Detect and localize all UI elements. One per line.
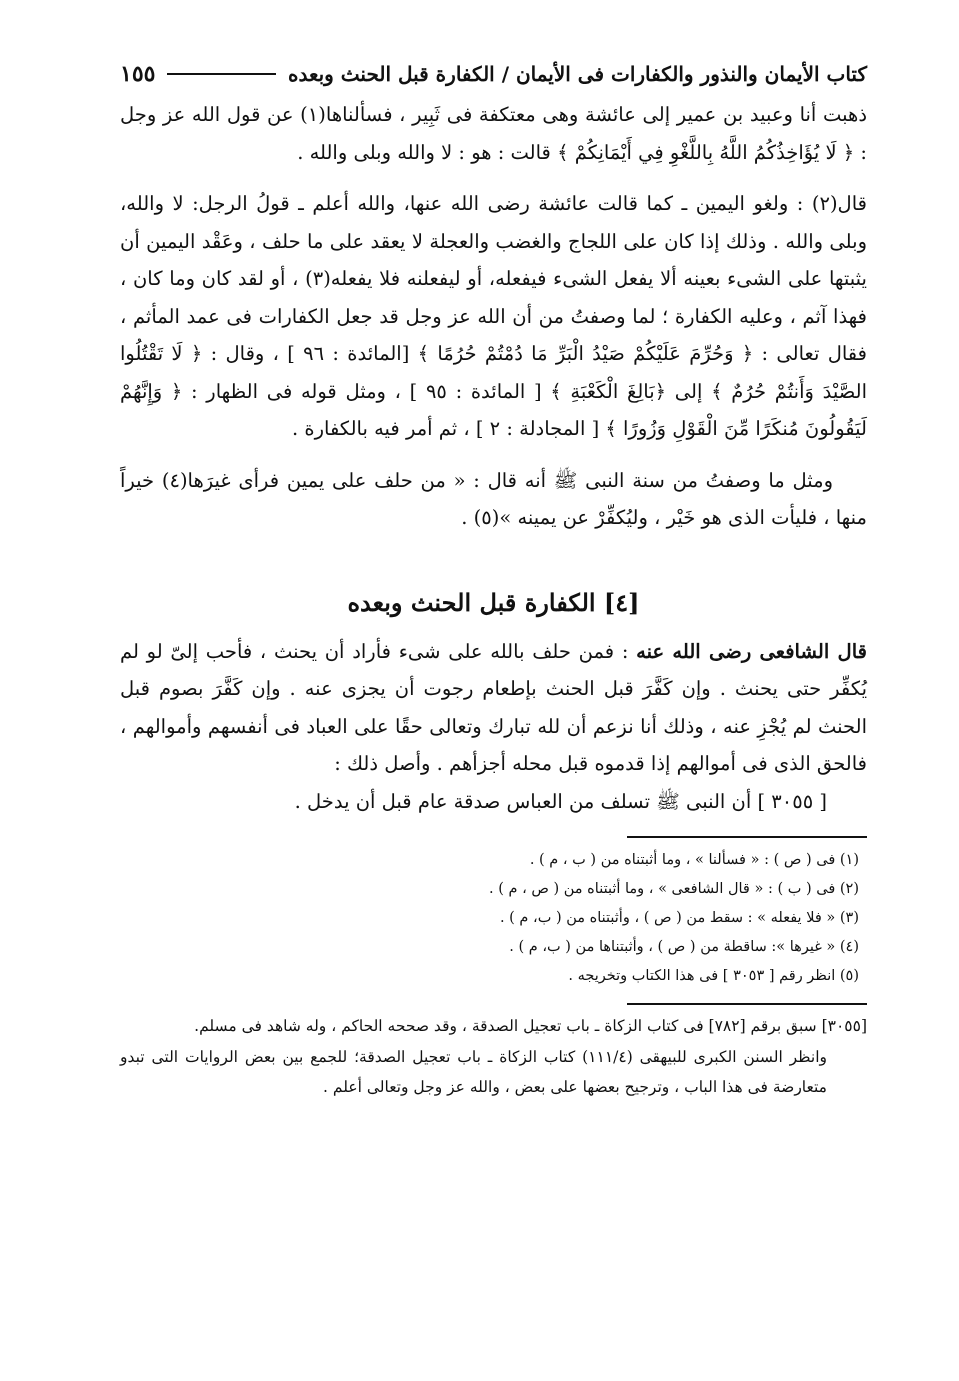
paragraph-1: ذهبت أنا وعبيد بن عمير إلى عائشة وهى معتكفة فى ثَبِير ، فسألناها(١) عن قول الله عز وجل : ﴿ لَا يُؤَاخِذُكُمُ اللَّهُ بِاللَّغْوِ فِي أَيْمَانِكُمْ ﴾ قالت : هو : لا والله وبلى والله .: [120, 103, 867, 164]
section-paragraph: [120, 633, 867, 783]
footnote-item: (١) فى ( ص ) : « فسألنا » ، وما أثبتناه من ( ب ، م ) .: [529, 852, 859, 868]
hadith-3055: [ ٣٠٥٥ ] أن النبى ﷺ تسلف من العباس صدقة عام قبل أن يدخل .: [294, 789, 827, 813]
footnote-item: (٥) انظر رقم [ ٣٠٥٣ ] فى هذا الكتاب وتخريجه .: [568, 968, 859, 984]
footnote-item: (٢) فى ( ب ) : « قال الشافعى » ، وما أثبتناه من ( ص ، م ) .: [489, 881, 859, 897]
running-header-title: كتاب الأيمان والنذور والكفارات فى الأيمان / الكفارة قبل الحنث وبعده: [287, 62, 867, 86]
section-heading: [٤] الكفارة قبل الحنث وبعده: [347, 587, 640, 617]
paragraph-2: قال(٢) : ولغو اليمين ـ كما قالت عائشة رضى الله عنها، والله أعلم ـ قولُ الرجل: لا والله، وبلى والله . وذلك إذا كان على اللجاج والغضب والعجلة لا يعقد على ما حلف ، وعَقْد اليمين أن يثبتها على الشىء بعينه ألا يفعل الشىء فيفعله، أو ليفعلنه فلا يفعله(٣) ، أو لقد كان وما كان ، فهذا آثم ، وعليه الكفارة ؛ لما وصفتُ من أن الله عز وجل قد جعل الكفارات فى عمد المأثم ، فقال تعالى : ﴿ وَحُرِّمَ عَلَيْكُمْ صَيْدُ الْبَرِّ مَا دُمْتُمْ حُرُمًا ﴾ [المائدة : ٩٦ ] ، وقال : ﴿ لَا تَقْتُلُوا الصَّيْدَ وَأَنتُمْ حُرُمٌ ﴾ إلى ﴿بَالِغَ الْكَعْبَةِ ﴾ [ المائدة : ٩٥ ] ، ومثل قوله فى الظهار : ﴿ وَإِنَّهُمْ لَيَقُولُونَ مُنكَرًا مِّنَ الْقَوْلِ وَزُورًا ﴾ [ المجادلة : ٢ ] ، ثم أمر فيه بالكفارة .: [120, 192, 867, 440]
footnotes: [120, 846, 867, 991]
section-paragraph-lead: قال الشافعى رضى الله عنه: [636, 639, 867, 663]
main-text: [120, 96, 867, 820]
footnote-item: (٤) « غيرها »: ساقطة من ( ص ) ، وأثبتناها من ( ب، م ) .: [509, 939, 859, 955]
footnote-rule: [627, 836, 867, 838]
takhrij-first-line: [٣٠٥٥] سبق برقم [٧٨٢] فى كتاب الزكاة ـ باب تعجيل الصدقة ، وقد صححه الحاكم ، وله شاهد فى مسلم.: [194, 1017, 867, 1035]
running-header: [120, 52, 867, 96]
footnote-item: (٣) « فلا يفعله » : سقط من ( ص ) ، وأثبتناه من ( ب، م ) .: [499, 910, 859, 926]
running-header-rule: [167, 73, 276, 75]
page-number: ١٥٥: [120, 61, 156, 87]
section-paragraph-text: : فمن حلف بالله على شىء فأراد أن يحنث ، فأحب إلىّ لو لم يُكفِّر حتى يحنث . وإن كَفَّرَ قبل الحنث بإطعام رجوت أن يجزى عنه . وإن كَفَّرَ بصوم قبل الحنث لم يُجْزِ عنه ، وذلك أنا نزعم أن لله تبارك وتعالى حقًا على العباد فى أنفسهم وأموالهم ، فالحق الذى فى أموالهم إذا قدموه قبل محله أجزأهم . وأصل ذلك :: [120, 639, 867, 775]
takhrij-rule: [627, 1003, 867, 1005]
takhrij-notes: [120, 1011, 867, 1103]
paragraph-3: ومثل ما وصفتُ من سنة النبى ﷺ أنه قال : « من حلف على يمين فرأى غيرَها(٤) خيراً منها ، فليأت الذى هو خَيْر ، وليُكفِّرْ عن يمينه »(٥) .: [120, 468, 867, 529]
takhrij-continuation: وانظر السنن الكبرى للبيهقى (١١١/٤) كتاب الزكاة ـ باب تعجيل الصدقة؛ للجمع بين بعض الروايات التى تبدو متعارضة فى هذا الباب ، وترجيح بعضها على بعض ، والله عز وجل وتعالى أعلم .: [120, 1047, 827, 1096]
